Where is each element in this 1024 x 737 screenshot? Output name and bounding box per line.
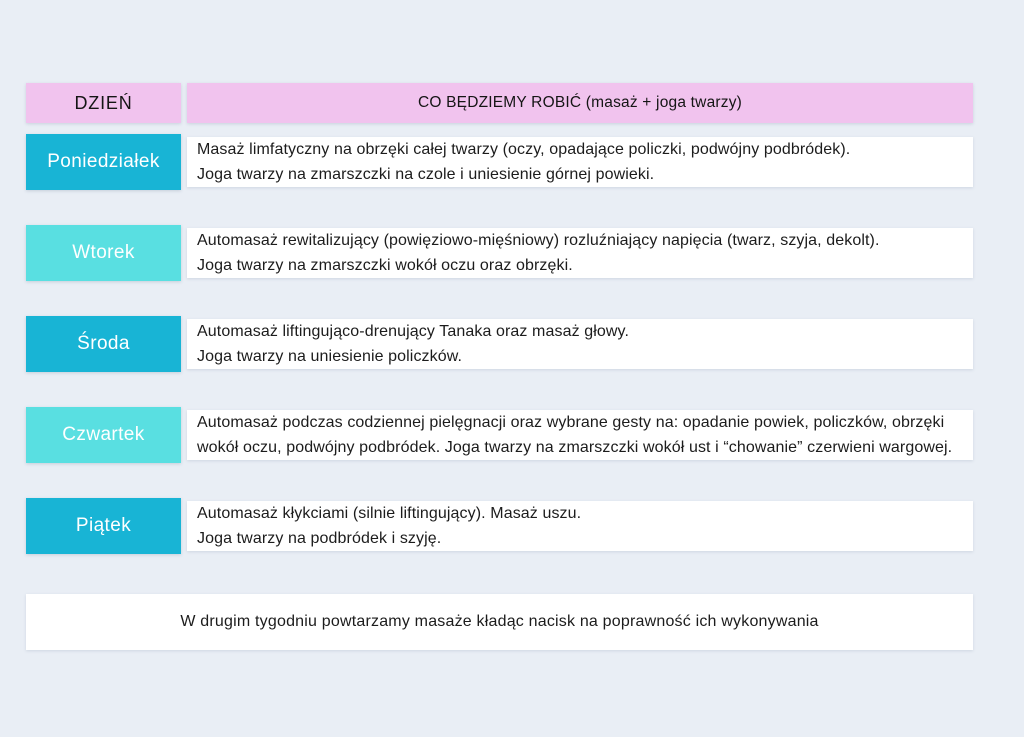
day-label: Piątek <box>75 515 132 536</box>
day-label: Wtorek <box>72 242 135 263</box>
day-cell-friday <box>26 498 181 554</box>
activity-cell-tuesday <box>187 228 973 278</box>
footer-note-row <box>26 594 973 650</box>
activity-line: Joga twarzy na zmarszczki na czole i uniesienie górnej powieki. <box>197 166 655 183</box>
activity-line: Joga twarzy na zmarszczki wokół oczu oraz obrzęki. <box>197 257 573 274</box>
activity-cell-thursday <box>187 410 973 460</box>
day-cell-thursday <box>26 407 181 463</box>
activity-cell-monday <box>187 137 973 187</box>
day-label: Czwartek <box>62 424 145 445</box>
day-cell-monday <box>26 134 181 190</box>
activity-line: Joga twarzy na uniesienie policzków. <box>197 348 463 365</box>
activity-line: Automasaż liftingująco-drenujący Tanaka oraz masaż głowy. <box>197 323 629 340</box>
header-activity-label: CO BĘDZIEMY ROBIĆ (masaż + joga twarzy) <box>417 94 743 111</box>
activity-line: Automasaż rewitalizujący (powięziowo-mięśniowy) rozluźniający napięcia (twarz, szyja, dekolt). <box>197 232 880 249</box>
table-header-row <box>26 83 973 123</box>
activity-line: Joga twarzy na podbródek i szyję. <box>197 530 442 547</box>
table-row <box>26 225 973 281</box>
day-label: Środa <box>77 333 130 354</box>
activity-cell-wednesday <box>187 319 973 369</box>
activity-line: Masaż limfatyczny na obrzęki całej twarzy (oczy, opadające policzki, podwójny podbródek). <box>197 141 851 158</box>
day-label: Poniedziałek <box>47 151 160 172</box>
day-cell-wednesday <box>26 316 181 372</box>
header-cell-day <box>26 83 181 123</box>
table-row <box>26 134 973 190</box>
table-row <box>26 498 973 554</box>
weekly-massage-schedule-table <box>26 83 973 650</box>
table-row <box>26 407 973 463</box>
footer-note-text: W drugim tygodniu powtarzamy masaże kładąc nacisk na poprawność ich wykonywania <box>180 613 819 630</box>
table-row <box>26 316 973 372</box>
activity-line: Automasaż podczas codziennej pielęgnacji oraz wybrane gesty na: opadanie powiek, policzków, obrzęki wokół oczu, podwójny podbródek. Joga twarzy na zmarszczki wokół ust i “chowanie” czerwieni wargowej. <box>197 414 953 456</box>
header-day-label: DZIEŃ <box>74 92 133 113</box>
activity-cell-friday <box>187 501 973 551</box>
day-cell-tuesday <box>26 225 181 281</box>
header-cell-activity <box>187 83 973 123</box>
activity-line: Automasaż kłykciami (silnie liftingujący). Masaż uszu. <box>197 505 582 522</box>
